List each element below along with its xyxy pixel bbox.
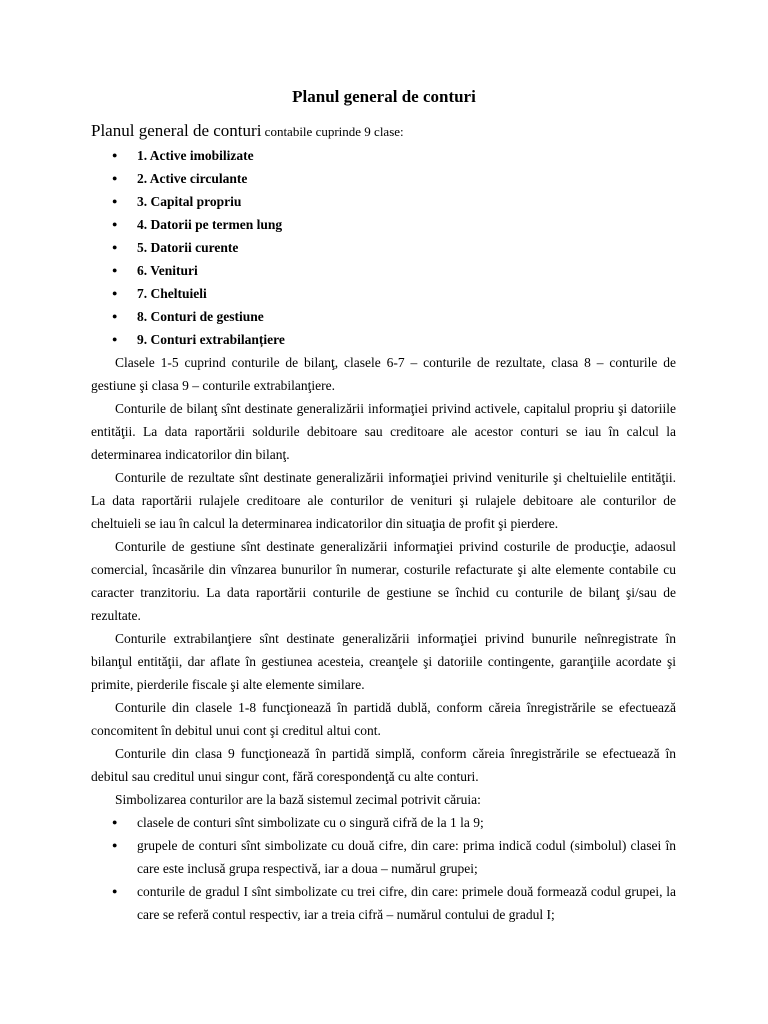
bullet-icon: ●: [112, 265, 118, 275]
rule-text: grupele de conturi sînt simbolizate cu două cifre, din care: prima indică codul (simbolul) clasei în care este inclusă grupa respectivă, iar a doua – numărul grupei;: [137, 838, 676, 876]
bullet-icon: ●: [112, 840, 118, 850]
bullet-icon: ●: [112, 886, 118, 896]
class-label: 3. Capital propriu: [137, 194, 242, 209]
bullet-icon: ●: [112, 242, 118, 252]
paragraph-result-accounts: Conturile de rezultate sînt destinate generalizării informaţiei privind veniturile şi cheltuielile entităţii. La data raportării rulajele creditoare ale conturilor de venituri şi rulajele debitoare ale conturilor de cheltuieli se iau în calcul la determinarea indicatorilor din situaţia de profit şi pierdere.: [91, 470, 676, 531]
list-item: [91, 811, 676, 834]
list-item: [91, 167, 676, 190]
class-label: 1. Active imobilizate: [137, 148, 254, 163]
list-item: [91, 305, 676, 328]
symbolization-rules-list: [91, 811, 676, 926]
class-label: 5. Datorii curente: [137, 240, 239, 255]
intro-rest: contabile cuprinde 9 clase:: [261, 124, 404, 139]
bullet-icon: ●: [112, 150, 118, 160]
paragraph-class-groups: Clasele 1-5 cuprind conturile de bilanţ, clasele 6-7 – conturile de rezultate, clasa 8 – conturile de gestiune şi clasa 9 – conturile extrabilanţiere.: [91, 355, 676, 393]
class-label: 8. Conturi de gestiune: [137, 309, 264, 324]
paragraph-double-entry: Conturile din clasele 1-8 funcţionează în partidă dublă, conform căreia înregistrările se efectuează concomitent în debitul unui cont şi creditul altui cont.: [91, 700, 676, 738]
bullet-icon: ●: [112, 173, 118, 183]
bullet-icon: ●: [112, 334, 118, 344]
paragraph-management-accounts: Conturile de gestiune sînt destinate generalizării informaţiei privind costurile de producţie, adaosul comercial, încasările din vînzarea bunurilor în numerar, costurile refacturate şi alte elemente contabile cu caracter tranzitoriu. La data raportării conturile de gestiune se închid cu conturile de bilanţ şi/sau de rezultate.: [91, 539, 676, 623]
document-title: Planul general de conturi: [292, 87, 476, 106]
list-item: [91, 282, 676, 305]
list-item: [91, 190, 676, 213]
paragraph-off-balance-accounts: Conturile extrabilanţiere sînt destinate generalizării informaţiei privind bunurile neînregistrate în bilanţul entităţii, dar aflate în gestiunea acesteia, creanţele şi datoriile contingente, garanţiile acordate şi primite, pierderile fiscale şi alte elemente similare.: [91, 631, 676, 692]
list-item: [91, 144, 676, 167]
class-label: 6. Venituri: [137, 263, 198, 278]
class-label: 4. Datorii pe termen lung: [137, 217, 283, 232]
document-body: [91, 119, 676, 926]
bullet-icon: ●: [112, 311, 118, 321]
intro-lead: Planul general de conturi: [91, 121, 262, 140]
rule-text: conturile de gradul I sînt simbolizate cu trei cifre, din care: primele două formează codul grupei, la care se referă contul respectiv, iar a treia cifră – numărul contului de gradul I;: [137, 884, 676, 922]
paragraph-single-entry: Conturile din clasa 9 funcţionează în partidă simplă, conform căreia înregistrările se efectuează în debitul sau creditul unui singur cont, fără corespondenţă cu alte conturi.: [91, 746, 676, 784]
intro-line: [91, 119, 676, 144]
list-item: [91, 328, 676, 351]
account-classes-list: [91, 144, 676, 351]
list-item: [91, 880, 676, 926]
paragraph-balance-accounts: Conturile de bilanţ sînt destinate generalizării informaţiei privind activele, capitalul propriu şi datoriile entităţii. La data raportării soldurile debitoare sau creditoare ale acestor conturi se iau în calcul la determinarea indicatorilor din bilanţ.: [91, 401, 676, 462]
class-label: 7. Cheltuieli: [137, 286, 207, 301]
paragraph-symbolization: Simbolizarea conturilor are la bază sistemul zecimal potrivit căruia:: [115, 792, 481, 807]
rule-text: clasele de conturi sînt simbolizate cu o singură cifră de la 1 la 9;: [137, 815, 484, 830]
bullet-icon: ●: [112, 817, 118, 827]
list-item: [91, 213, 676, 236]
class-label: 2. Active circulante: [137, 171, 248, 186]
list-item: [91, 259, 676, 282]
list-item: [91, 236, 676, 259]
bullet-icon: ●: [112, 219, 118, 229]
class-label: 9. Conturi extrabilanțiere: [137, 332, 285, 347]
bullet-icon: ●: [112, 288, 118, 298]
list-item: [91, 834, 676, 880]
bullet-icon: ●: [112, 196, 118, 206]
